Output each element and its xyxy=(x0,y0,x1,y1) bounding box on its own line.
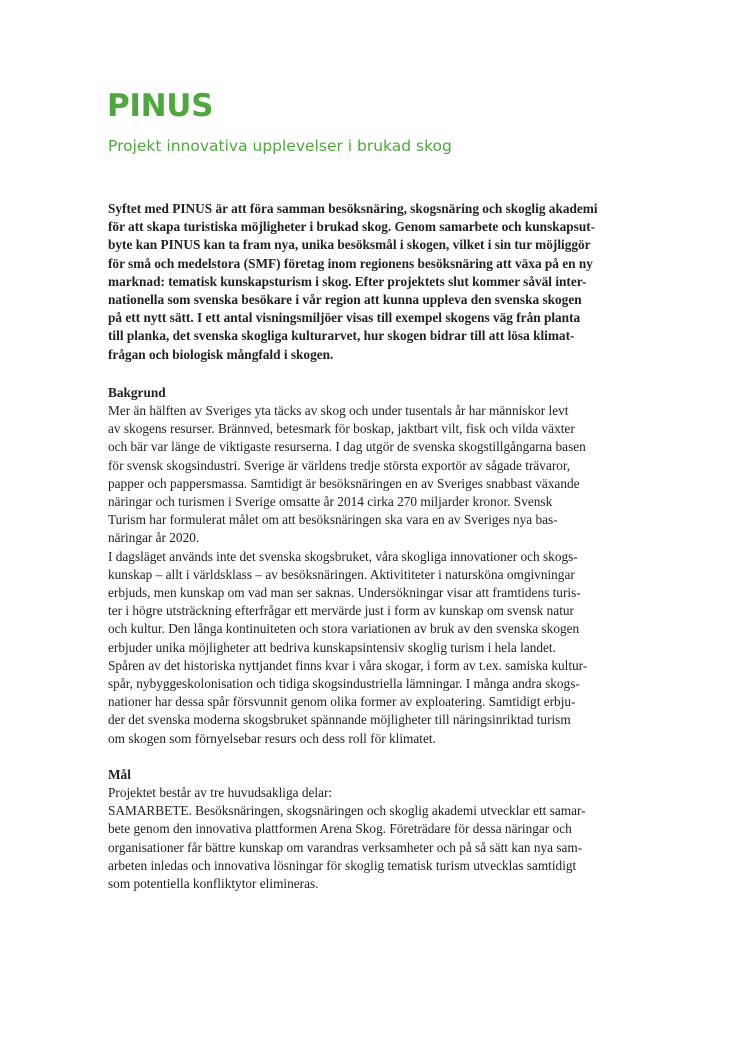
section-heading-mal: Mål xyxy=(108,767,131,782)
text-line: organisationer får bättre kunskap om varandras verksamheter och på så sätt kan nya sam- xyxy=(108,839,583,855)
text-line: kunskap – allt i världsklass – av besöksnäringen. Aktivititeter i natursköna omgivningar xyxy=(108,566,575,582)
text-line: Turism har formulerat målet om att besöksnäringen ska vara en av Sveriges nya bas- xyxy=(108,512,558,528)
text-line: av skogens resurser. Brännved, betesmark för boskap, jaktbart vilt, fisk och vilda växter xyxy=(108,421,575,437)
text-line: nationella som svenska besökare i vår region att kunna uppleva den svenska skogen xyxy=(108,292,582,308)
bakgrund-paragraph xyxy=(108,402,648,748)
text-line: nationer har dessa spår försvunnit genom olika former av exploatering. Samtidigt erbju- xyxy=(108,694,576,710)
text-line: och bär var länge de viktigaste resurserna. I dag utgör de svenska skogstillgångarna basen xyxy=(108,439,586,455)
text-line: Syftet med PINUS är att föra samman besöksnäring, skogsnäring och skoglig akademi xyxy=(108,201,598,216)
text-line: der det svenska moderna skogsbruket spännande möjligheter till näringsinriktad turism xyxy=(108,712,571,728)
section-heading-bakgrund: Bakgrund xyxy=(108,385,166,400)
text-line: bete genom den innovativa plattformen Arena Skog. Företrädare för dessa näringar och xyxy=(108,821,572,837)
text-line: för att skapa turistiska möjligheter i brukad skog. Genom samarbete och kunskapsut- xyxy=(108,219,596,235)
text-line: för små och medelstora (SMF) företag inom regionens besöksnäring att växa på en ny xyxy=(108,255,593,271)
text-line: byte kan PINUS kan ta fram nya, unika besöksmål i skogen, vilket i sin tur möjliggör xyxy=(108,237,591,253)
text-line: erbjuds, men kunskap om vad man ser saknas. Undersökningar visar att framtidens turis- xyxy=(108,585,581,601)
mal-paragraph xyxy=(108,784,648,893)
text-line: Spåren av det historiska nyttjandet finns kvar i våra skogar, i form av t.ex. samiska kultur- xyxy=(108,657,588,673)
text-line: Projektet består av tre huvudsakliga delar: xyxy=(108,785,333,800)
text-line: och kultur. Den långa kontinuiteten och stora variationen av bruk av den svenska skogen xyxy=(108,621,580,637)
text-line: om skogen som förnyelsebar resurs och dess roll för klimatet. xyxy=(108,730,436,746)
text-line: som potentiella konfliktytor elimineras. xyxy=(108,876,319,892)
text-line: spår, nybyggeskolonisation och tidiga skogsindustriella lämningar. I många andra skogs- xyxy=(108,676,580,692)
text-line: på ett nytt sätt. I ett antal visningsmiljöer visas till exempel skogens väg från planta xyxy=(108,310,581,326)
text-line: Mer än hälften av Sveriges yta täcks av skog och under tusentals år har människor levt xyxy=(108,403,569,418)
intro-paragraph xyxy=(108,200,648,364)
text-line: arbeten inledas och innovativa lösningar för skoglig tematisk turism utvecklas samtidigt xyxy=(108,857,577,873)
document-title: PINUS xyxy=(107,88,214,124)
text-line: för svensk skogsindustri. Sverige är världens tredje största exportör av sågade trävaror, xyxy=(108,457,571,473)
text-line: frågan och biologisk mångfald i skogen. xyxy=(108,346,334,362)
text-line: näringar år 2020. xyxy=(108,530,200,546)
text-line: SAMARBETE. Besöksnäringen, skogsnäringen och skoglig akademi utvecklar ett samar- xyxy=(108,803,586,819)
text-line: papper och pappersmassa. Samtidigt är besöksnäringen en av Sveriges snabbast växande xyxy=(108,475,580,491)
text-line: ter i högre utsträckning efterfrågar ett mervärde just i form av kunskap om svensk natur xyxy=(108,603,574,619)
document-subtitle: Projekt innovativa upplevelser i brukad skog xyxy=(108,137,452,155)
text-line: erbjuder unika möjligheter att bedriva kunskapsintensiv skoglig turism i hela landet. xyxy=(108,639,556,655)
text-line: I dagsläget används inte det svenska skogsbruket, våra skogliga innovationer och skogs- xyxy=(108,548,578,564)
text-line: näringar och turismen i Sverige omsatte år 2014 cirka 270 miljarder kronor. Svensk xyxy=(108,494,553,510)
text-line: marknad: tematisk kunskapsturism i skog. Efter projektets slut kommer såväl inter- xyxy=(108,273,587,289)
text-line: till planka, det svenska skogliga kulturarvet, hur skogen bidrar till att lösa klimat- xyxy=(108,328,575,344)
